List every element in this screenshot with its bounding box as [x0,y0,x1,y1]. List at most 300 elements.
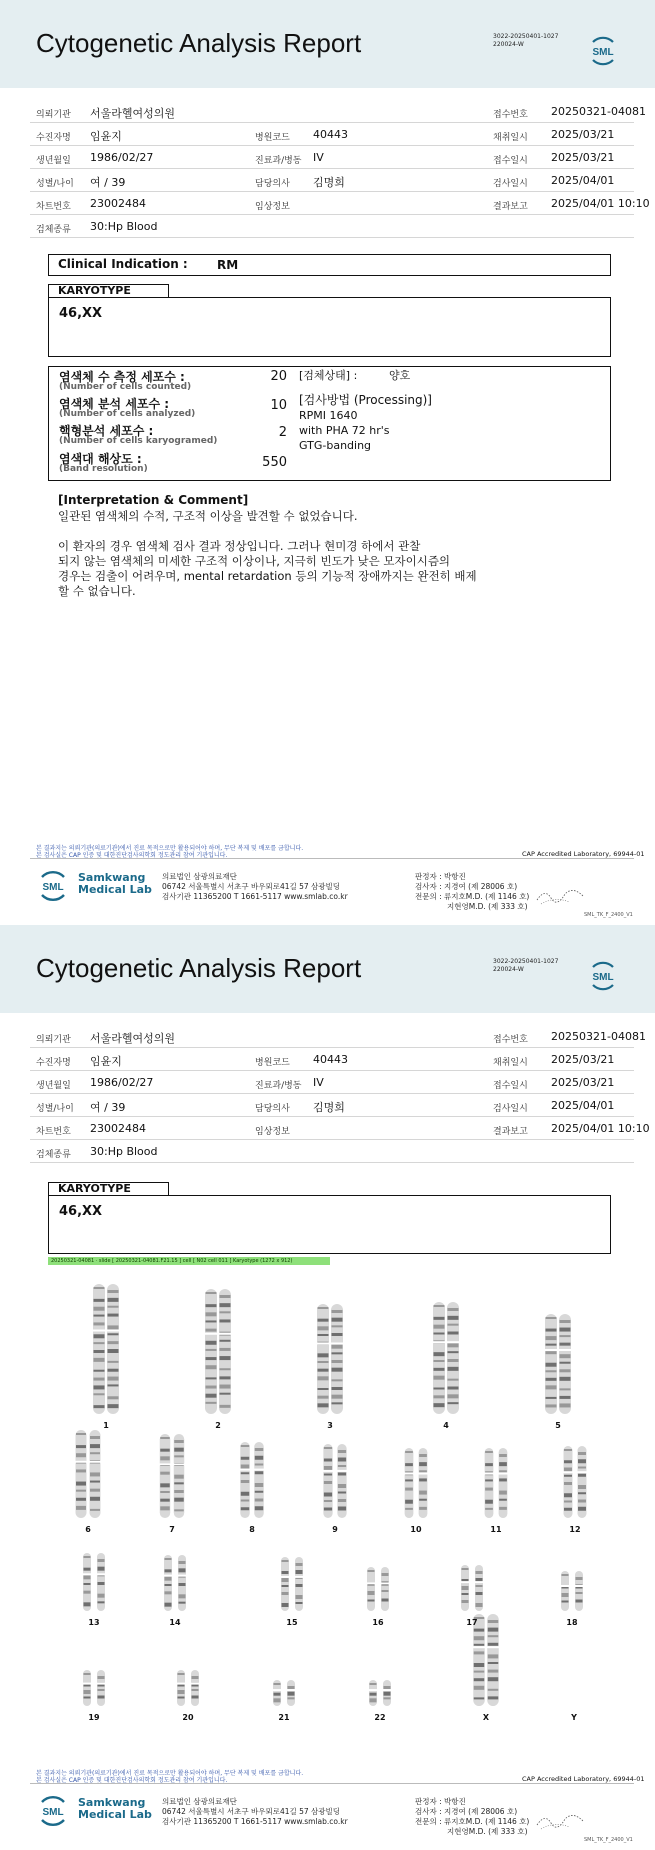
chromosome-band [368,1570,375,1572]
centromere [178,1575,187,1577]
chromosome [83,1553,91,1611]
chromosome-band [165,1569,172,1572]
chromosome-band [560,1328,571,1332]
patient-name: 임윤지 [90,130,122,143]
chromosome-band [90,1444,100,1448]
chromosome-band [94,1378,105,1381]
processing-line2: with PHA 72 hr's [299,424,390,437]
chromosome-band [282,1560,289,1562]
band-resolution-sub: (Band resolution) [59,464,148,474]
processing-line1: RPMI 1640 [299,409,358,422]
chromosome [97,1670,105,1706]
chromosome [485,1448,494,1518]
chromosome-band [419,1454,427,1457]
band-resolution-value: 550 [262,455,287,470]
chromosome-band [338,1507,346,1511]
chromosome [405,1448,414,1518]
centromere [447,1341,460,1343]
chromosome-band [98,1689,105,1691]
chromosome-pair-22 [369,1680,392,1706]
chromosome-band [546,1370,557,1372]
chromosome-band [179,1568,186,1572]
centromere [369,1689,378,1691]
chromosome-band [90,1481,100,1483]
doctor-name: 김명희 [313,176,345,189]
cell-counts-box [48,366,611,481]
chromosome-band [241,1445,250,1447]
chromosome-band [578,1507,586,1511]
chromosome [177,1670,185,1706]
chromosome-label: 13 [88,1618,100,1627]
chromosome-band [160,1437,170,1439]
sml-footer-logo-icon [35,1792,71,1830]
chromosome-pair-5 [545,1314,572,1414]
chromosome-band [560,1320,571,1323]
chromosome-pair-17 [461,1565,484,1611]
cells-counted-sub: (Number of cells counted) [59,382,192,392]
lab-name: Samkwang Medical Lab [78,871,152,896]
chromosome-band [318,1403,329,1407]
chromosome [83,1670,91,1706]
chromosome-band [485,1463,493,1466]
chromosome-pair-19 [83,1670,106,1706]
chromosome-band [474,1629,485,1632]
chromosome-band [476,1585,483,1587]
patient-info-table [30,1025,650,1163]
chromosome-band [578,1459,586,1463]
centromere [205,1333,218,1335]
clinical-indication-value: RM [217,258,239,272]
chromosome-band [499,1462,507,1466]
chromosome-band [76,1490,86,1492]
centromere [240,1469,251,1471]
chromosome-band [206,1365,217,1369]
specimen-status-label: [검체상태] : [299,369,358,382]
chromosome-band [564,1460,572,1463]
chromosome-band [108,1396,119,1399]
chromosome-pair-10 [404,1448,428,1518]
lab-address: 의료법인 삼광의료재단 06742 서울특별시 서초구 바우뫼로41길 57 삼광빌딩 검사기관 11365200 T 1661-5117 www.smlab.co.kr [162,1797,348,1826]
chromosome-label: 12 [569,1525,581,1534]
centromere [545,1349,558,1351]
centromere [159,1463,171,1465]
chromosome-band [90,1509,100,1511]
chromosome-band [84,1602,91,1606]
chromosome-band [318,1376,329,1380]
chromosome-label: 15 [286,1618,298,1627]
chromosome-pair-20 [177,1670,200,1706]
chromosome-band [160,1483,170,1487]
karyogram-image [40,1268,630,1728]
centromere [83,1683,92,1685]
centromere [177,1683,186,1685]
chromosome-band [324,1474,332,1476]
chromosome-band [578,1474,586,1477]
chromosome-band [318,1319,329,1322]
chromosome-band [368,1600,375,1602]
chromosome-band [174,1455,184,1457]
chromosome-label: 17 [466,1618,478,1627]
chromosome-band [94,1315,105,1317]
chromosome-band [560,1354,571,1358]
centromere [331,1343,344,1345]
chromosome-band [338,1450,346,1453]
chromosome-band [241,1480,250,1483]
chromosome-band [434,1325,445,1329]
chromosome-band [174,1440,184,1443]
chromosome-band [434,1352,445,1356]
chromosome-band [108,1314,119,1317]
footer-notice: 본 결과지는 의뢰기관(의료기관)에서 진료 목적으로만 활용되어야 하며, 무단 복제 및 배포를 금합니다. [36,845,304,852]
chromosome-band [546,1351,557,1354]
chromosome-band [332,1379,343,1381]
karyotype-box [48,1195,611,1254]
chromosome-label: 5 [555,1421,561,1430]
chromosome-band [419,1462,427,1466]
chromosome-band [241,1492,250,1496]
chromosome-band [108,1325,119,1329]
chromosome-band [220,1356,231,1360]
chromosome-band [382,1590,389,1592]
chromosome-band [108,1333,119,1335]
chromosome-band [578,1452,586,1455]
chromosome-band [84,1591,91,1594]
footer-notice: 본 결과지는 의뢰기관(의료기관)에서 진료 목적으로만 활용되어야 하며, 무단 복제 및 배포를 금합니다. [36,1770,304,1777]
svg-text:SML: SML [42,1807,64,1818]
centromere [107,1330,120,1332]
chromosome-band [108,1384,119,1386]
chromosome-band [576,1592,583,1594]
chromosome-band [98,1601,105,1603]
chromosome-band [488,1689,499,1691]
chromosome-band [76,1445,86,1448]
chromosome-band [94,1393,105,1395]
chromosome-label: 19 [88,1713,100,1722]
chromosome-band [94,1322,105,1325]
chromosome-band [76,1453,86,1457]
chromosome-band [282,1585,289,1587]
chromosome [281,1557,289,1611]
chromosome-band [384,1686,391,1689]
chromosome-band [332,1402,343,1404]
chromosome-band [462,1586,469,1590]
chromosome-band [220,1385,231,1389]
processing-label: [검사방법 (Processing)] [299,393,432,407]
chromosome-band [448,1316,459,1320]
chromosome-band [499,1478,507,1481]
interpretation-text: 일관된 염색체의 수적, 구조적 이상을 발견할 수 없었습니다. 이 환자의 경우 염색체 검사 결과 정상입니다. 그러나 현미경 하에서 관찰 되지 않는 염색체의 미세한 구조적 이상이나, 지극히 빈도가 낮은 모자이시즘의 경우는 검출이 어려우며, mental retardation 등의 기능적 장애까지는 완전히 배제 할 수 없습니다. [58,509,477,598]
chromosome-band [160,1491,170,1493]
chromosome-band [448,1367,459,1371]
chromosome-band [76,1469,86,1472]
chromosome-band [562,1574,569,1576]
chromosome-band [324,1447,332,1449]
chromosome-band [84,1568,91,1571]
chromosome-band [499,1491,507,1495]
form-code: SML_TK_F_2400_V1 [584,912,633,918]
chromosome-band [220,1311,231,1313]
centromere [97,1573,106,1575]
chromosome-label: 16 [372,1618,384,1627]
chromosome-pair-6 [75,1430,101,1518]
centromere [383,1689,392,1691]
chromosome-band [288,1697,295,1699]
chromosome-band [192,1696,199,1699]
test-date: 2025/04/01 [551,174,615,187]
cap-accreditation: CAP Accredited Laboratory, 69944-01 [522,850,645,858]
chromosome-band [296,1595,303,1599]
chromosome-band [296,1570,303,1574]
chromosome-pair-11 [484,1448,508,1518]
band-resolution-label: 염색대 해상도 : [59,452,142,466]
chromosome-band [560,1396,571,1399]
footer-divider [30,1783,634,1784]
chromosome-band [499,1454,507,1457]
chromosome-band [160,1449,170,1452]
karyotype-value: 46,XX [59,1204,103,1219]
chromosome-band [434,1395,445,1398]
chromosome-band [405,1500,413,1504]
chromosome-band [76,1482,86,1486]
chromosome-band [485,1451,493,1453]
chromosome-label: 21 [278,1713,290,1722]
chromosome-band [296,1602,303,1604]
chromosome-band [220,1319,231,1322]
chromosome-band [90,1472,100,1476]
info-row: 성별/나이 여 / 39 담당의사 김명희 검사일시 2025/04/01 [30,169,634,192]
specimen-status-value: 양호 [389,369,411,382]
chromosome-band [499,1507,507,1510]
chromosome-band [98,1567,105,1571]
chromosome-band [405,1463,413,1466]
centromere [473,1646,486,1648]
chromosome-band [405,1479,413,1481]
chromosome-band [255,1448,264,1451]
chromosome-band [220,1340,231,1342]
chromosome-band [282,1603,289,1607]
chromosome-band [499,1499,507,1501]
chromosome-band [546,1317,557,1319]
chromosome-band [474,1636,485,1640]
info-row: 성별/나이 여 / 39 담당의사 김명희 검사일시 2025/04/01 [30,1094,634,1117]
chromosome-band [448,1359,459,1362]
form-code: SML_TK_F_2400_V1 [584,1837,633,1843]
chromosome-band [434,1403,445,1407]
chromosome-band [220,1368,231,1370]
karyotype-tab: KARYOTYPE [48,1182,169,1195]
chromosome-band [324,1508,332,1511]
chromosome-band [324,1481,332,1484]
chromosome-band [179,1561,186,1564]
centromere [273,1689,282,1691]
report-title: Cytogenetic Analysis Report [36,953,362,983]
chromosome-band [384,1697,391,1699]
chromosome-band [370,1698,377,1702]
chromosome-band [546,1385,557,1389]
hospital-code: 40443 [313,128,348,141]
chromosome-band [564,1475,572,1477]
chromosome-band [324,1493,332,1497]
chromosome-band [462,1568,469,1570]
chromosome-band [179,1583,186,1586]
chromosome-band [98,1594,105,1598]
chromosome-band [255,1499,264,1502]
chromosome [76,1430,87,1518]
chromosome-band [474,1697,485,1699]
chromosome-band [338,1492,346,1494]
chromosome-band [462,1600,469,1603]
chromosome-band [94,1342,105,1344]
chromosome-band [332,1360,343,1363]
chromosome-band [241,1507,250,1510]
report-title: Cytogenetic Analysis Report [36,28,362,58]
chromosome-band [241,1500,250,1502]
chromosome [160,1434,171,1518]
chromosome-band [241,1457,250,1460]
chromosome-label: 2 [215,1421,221,1430]
cells-karyogramed-value: 2 [278,425,287,440]
chromosome-band [419,1470,427,1472]
chromosome-band [206,1357,217,1360]
centromere [191,1683,200,1685]
chromosome-band [178,1697,185,1699]
sml-logo-icon [587,34,619,68]
chromosome-band [332,1345,343,1349]
info-row: 차트번호 23002484 임상정보 결과보고 2025/04/01 10:10 [30,1117,634,1140]
centromere [83,1573,92,1575]
chromosome-band [94,1350,105,1353]
chromosome-band [384,1692,391,1696]
chromosome-band [255,1471,264,1474]
chromosome-band [382,1599,389,1602]
sml-footer-logo-icon [35,867,71,905]
centromere [404,1473,414,1475]
chromosome-band [108,1298,119,1302]
chromosome-band [206,1292,217,1294]
cap-accreditation: CAP Accredited Laboratory, 69944-01 [522,1775,645,1783]
institution-value: 서울라헬여성의원 [90,107,176,120]
chromosome-band [448,1402,459,1404]
chromosome-band [488,1635,499,1637]
centromere [577,1471,587,1473]
chromosome-band [94,1307,105,1311]
centromere [287,1689,296,1691]
chromosome-band [485,1500,493,1504]
chromosome-band [564,1482,572,1485]
chromosome-pair-X [473,1614,500,1706]
chromosome-band [108,1349,119,1353]
chromosome-band [338,1458,346,1462]
chromosome-band [546,1397,557,1399]
chromosome-band [434,1305,445,1307]
centromere [367,1582,376,1584]
chromosome [473,1614,485,1706]
chromosome-band [485,1488,493,1491]
chromosome-band [108,1404,119,1408]
cells-analyzed-sub: (Number of cells analyzed) [59,409,196,419]
clinical-indication-box [48,254,611,276]
lab-name: Samkwang Medical Lab [78,1796,152,1821]
chromosome-band [282,1578,289,1582]
centromere [281,1576,290,1578]
chromosome-band [332,1387,343,1390]
chromosome-band [84,1556,91,1558]
chromosome-band [564,1449,572,1451]
chromosome-band [419,1478,427,1481]
chromosome-band [206,1329,217,1332]
karyotype-tab: KARYOTYPE [48,284,169,297]
chromosome [164,1555,172,1611]
chromosome-label: 11 [490,1525,502,1534]
chromosome-band [192,1676,199,1679]
chromosome [219,1289,231,1414]
chromosome-pair-7 [159,1434,185,1518]
chromosome-band [448,1394,459,1398]
birth-date: 1986/02/27 [90,151,154,164]
chromosome-band [174,1490,184,1493]
chromosome-band [296,1584,303,1587]
footer-notice-2: 본 검사실은 CAP 인증 및 대한진단검사의학회 정도관리 참여 기관입니다. [36,1777,228,1784]
svg-text:SML: SML [42,882,64,893]
chromosome-band [206,1312,217,1316]
chromosome-band [332,1325,343,1327]
chromosome-band [560,1343,571,1346]
chromosome-band [332,1352,343,1354]
chromosome-band [220,1348,231,1351]
chromosome-label: 1 [103,1421,109,1430]
chromosome [367,1567,375,1611]
chromosome-band [488,1670,499,1673]
chromosome-band [318,1307,329,1309]
chromosome-band [546,1336,557,1340]
chromosome-band [206,1341,217,1345]
chromosome-band [578,1467,586,1469]
chromosome-band [560,1369,571,1372]
chromosome-band [255,1464,264,1466]
chromosome-band [488,1662,499,1664]
chromosome-band [474,1678,485,1681]
svg-text:SML: SML [592,972,614,983]
chromosome-label: 4 [443,1421,449,1430]
chromosome-band [562,1601,569,1603]
chromosome-band [220,1393,231,1395]
chromosome-band [90,1497,100,1501]
chromosome-band [434,1388,445,1390]
chromosome-band [419,1499,427,1501]
chromosome-band [165,1591,172,1594]
signatories: 판정자 : 박항진 검사자 : 지경여 (제 28006 호) 전문의 : 류지호M.D. (제 1146 호) 지현영M.D. (제 333 호) [415,872,530,911]
cells-karyogramed-sub: (Number of cells karyogramed) [59,436,218,446]
chromosome-band [206,1320,217,1322]
chromosome-band [474,1663,485,1667]
karyogram-caption: 20250321-04081 · slide [ 20250321-04081.F21.15 ] cell [ N02 cell 011 ] Karyotype (1272 x 912) [48,1257,330,1265]
chromosome-band [462,1593,469,1595]
chromosome-band [174,1448,184,1452]
document-code: 3022-20250401-1027 220024-W [493,958,559,973]
chromosome-band [220,1405,231,1408]
sex-age: 여 / 39 [90,176,126,189]
chromosome-band [332,1368,343,1372]
chromosome-band [448,1379,459,1381]
chromosome-band [241,1472,250,1474]
svg-text:SML: SML [592,47,614,58]
centromere [461,1581,470,1583]
chromosome-band [474,1651,485,1654]
chromosome-band [90,1452,100,1454]
centromere [337,1470,347,1472]
result-date: 2025/04/01 10:10 [551,197,650,210]
chromosome-label: 6 [85,1525,91,1534]
